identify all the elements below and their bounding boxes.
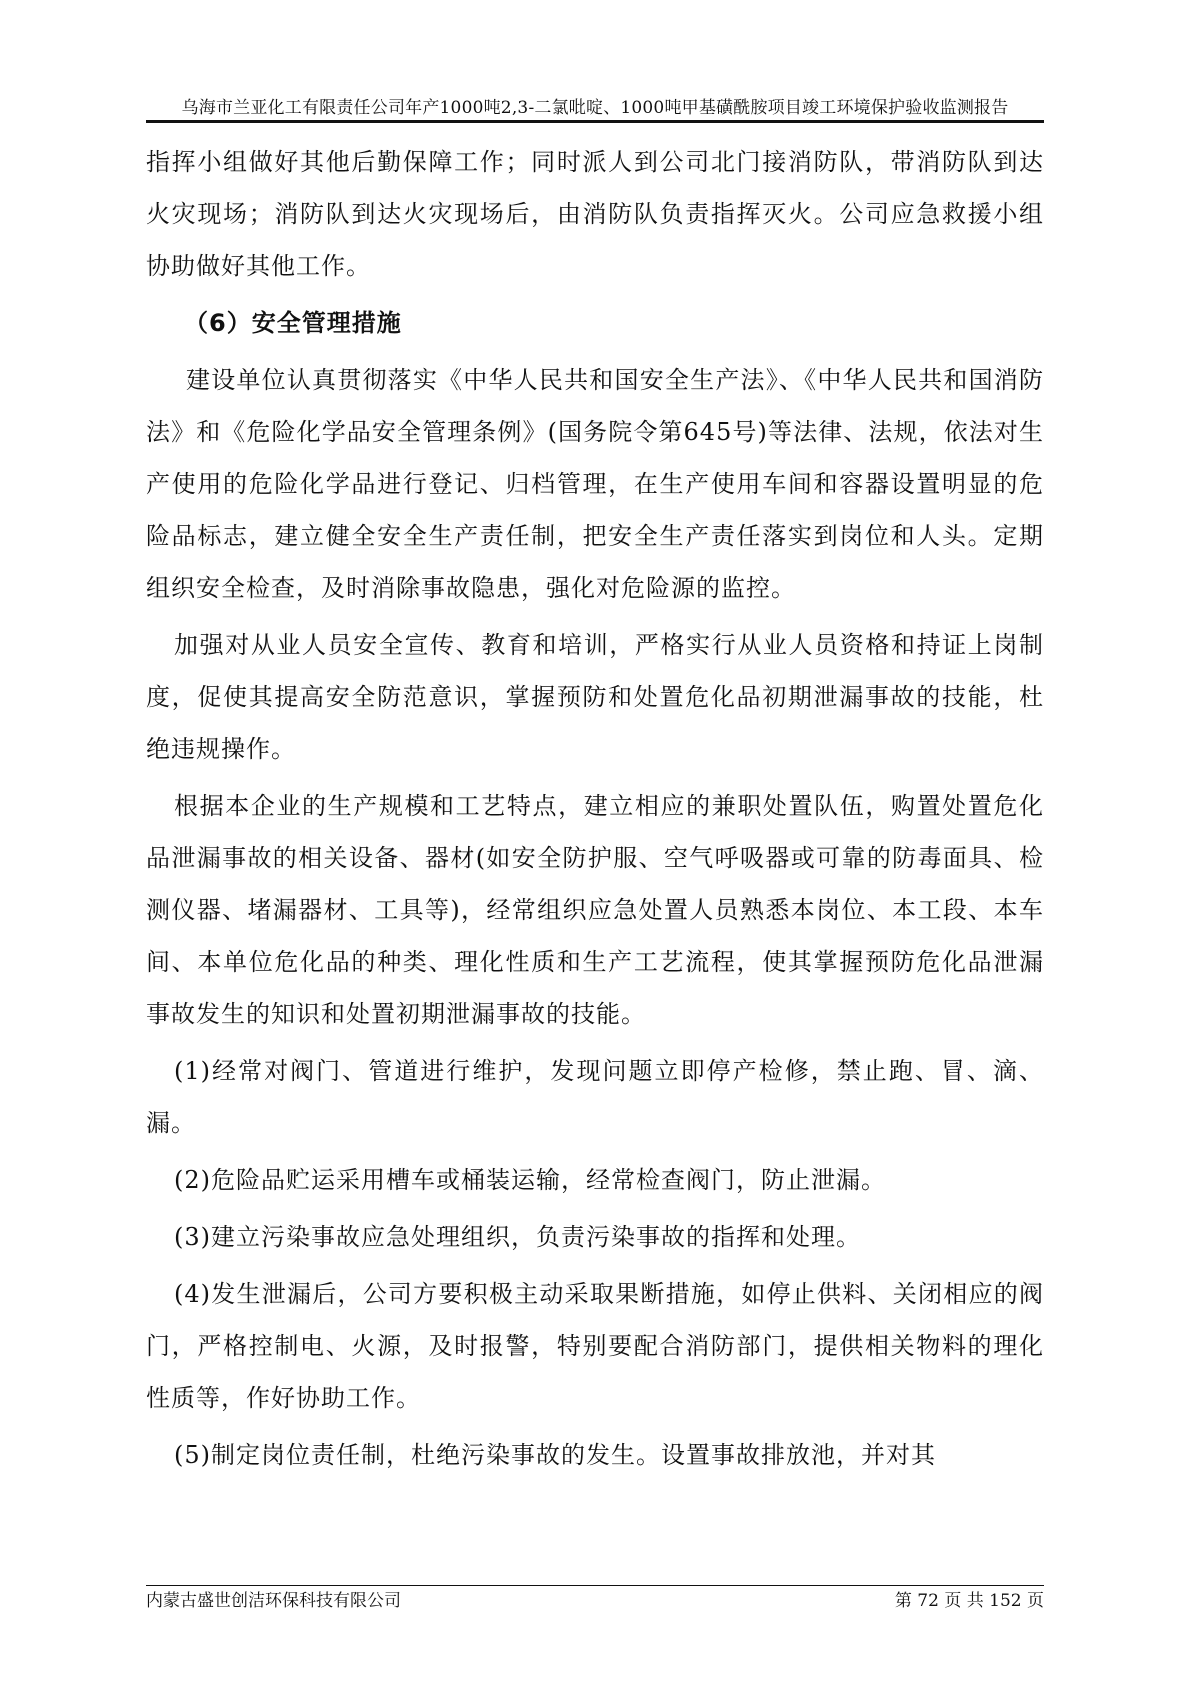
document-body: [146, 136, 1044, 1486]
list-item-2: (2)危险品贮运采用槽车或桶装运输，经常检查阀门，防止泄漏。: [174, 1166, 886, 1194]
list-item-1: (1)经常对阀门、管道进行维护，发现问题立即停产检修，禁止跑、冒、滴、漏。: [146, 1057, 1044, 1137]
section-heading: （6）安全管理措施: [184, 309, 402, 337]
list-item-4: (4)发生泄漏后，公司方要积极主动采取果断措施，如停止供料、关闭相应的阀门，严格控制电、火源，及时报警，特别要配合消防部门，提供相关物料的理化性质等，作好协助工作。: [146, 1280, 1044, 1412]
header-divider: [146, 120, 1044, 123]
paragraph-training: 加强对从业人员安全宣传、教育和培训，严格实行从业人员资格和持证上岗制度，促使其提高安全防范意识，掌握预防和处置危化品初期泄漏事故的技能，杜绝违规操作。: [146, 631, 1044, 763]
paragraph-intro: 指挥小组做好其他后勤保障工作；同时派人到公司北门接消防队，带消防队到达火灾现场；消防队到达火灾现场后，由消防队负责指挥灭火。公司应急救援小组协助做好其他工作。: [146, 148, 1044, 280]
page-header: 乌海市兰亚化工有限责任公司年产1000吨2,3-二氯吡啶、1000吨甲基磺酰胺项目竣工环境保护验收监测报告: [181, 98, 1009, 118]
list-item-3: (3)建立污染事故应急处理组织，负责污染事故的指挥和处理。: [174, 1223, 861, 1251]
page-number: 第 72 页 共 152 页: [894, 1591, 1044, 1611]
list-item-5: (5)制定岗位责任制，杜绝污染事故的发生。设置事故排放池，并对其: [174, 1441, 936, 1469]
paragraph-emergency-team: 根据本企业的生产规模和工艺特点，建立相应的兼职处置队伍，购置处置危化品泄漏事故的相关设备、器材(如安全防护服、空气呼吸器或可靠的防毒面具、检测仪器、堵漏器材、工具等)，经常组织应急处置人员熟悉本岗位、本工段、本车间、本单位危化品的种类、理化性质和生产工艺流程，使其掌握预防危化品泄漏事故发生的知识和处置初期泄漏事故的技能。: [146, 792, 1044, 1028]
footer-divider: [146, 1585, 1044, 1586]
paragraph-legal-compliance: 建设单位认真贯彻落实《中华人民共和国安全生产法》、《中华人民共和国消防法》和《危险化学品安全管理条例》(国务院令第645号)等法律、法规，依法对生产使用的危险化学品进行登记、归档管理，在生产使用车间和容器设置明显的危险品标志，建立健全安全生产责任制，把安全生产责任落实到岗位和人头。定期组织安全检查，及时消除事故隐患，强化对危险源的监控。: [146, 366, 1044, 602]
footer-company: 内蒙古盛世创洁环保科技有限公司: [146, 1591, 401, 1611]
